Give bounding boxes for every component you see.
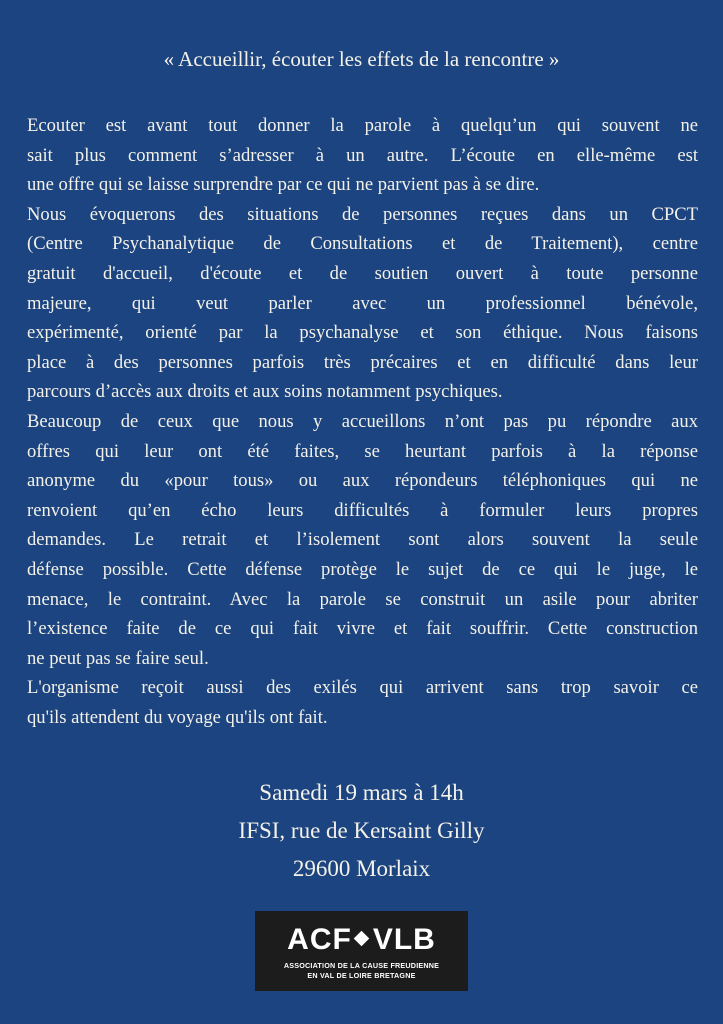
- body-line: qu'ils attendent du voyage qu'ils ont fait.: [27, 706, 328, 728]
- body-line: place à des personnes parfois très précaires et en difficulté dans leur: [27, 351, 698, 373]
- body-line: anonyme du «pour tous» ou aux répondeurs téléphoniques qui ne: [27, 470, 698, 492]
- body-line: expérimenté, orienté par la psychanalyse et son éthique. Nous faisons: [27, 322, 698, 344]
- body-line: menace, le contraint. Avec la parole se construit un asile pour abriter: [27, 588, 698, 610]
- page-title: « Accueillir, écouter les effets de la rencontre »: [163, 47, 560, 71]
- body-line: Nous évoquerons des situations de personnes reçues dans un CPCT: [27, 203, 698, 225]
- body-line: sait plus comment s’adresser à un autre. L’écoute en elle-même est: [27, 144, 698, 166]
- logo-right-text: VLB: [372, 923, 436, 956]
- diamond-icon: [354, 931, 370, 947]
- body-line: demandes. Le retrait et l’isolement sont alors souvent la seule: [27, 529, 698, 551]
- logo-wordmark: [255, 923, 468, 957]
- body-line: défense possible. Cette défense protège le sujet de ce qui le juge, le: [27, 558, 698, 580]
- body-line: L'organisme reçoit aussi des exilés qui arrivent sans trop savoir ce: [27, 677, 698, 699]
- body-text: [27, 111, 698, 732]
- logo-subtitle-line1: ASSOCIATION DE LA CAUSE FREUDIENNE: [283, 961, 440, 970]
- body-line: majeure, qui veut parler avec un professionnel bénévole,: [27, 292, 698, 314]
- event-place: IFSI, rue de Kersaint Gilly: [238, 818, 485, 843]
- body-line: renvoient qu’en écho leurs difficultés à formuler leurs propres: [27, 499, 698, 521]
- body-line: ne peut pas se faire seul.: [27, 647, 209, 669]
- logo-left-text: ACF: [287, 923, 352, 956]
- body-line: offres qui leur ont été faites, se heurtant parfois à la réponse: [27, 440, 698, 462]
- body-line: une offre qui se laisse surprendre par ce qui ne parvient pas à se dire.: [27, 174, 540, 196]
- event-city: 29600 Morlaix: [292, 856, 431, 881]
- body-line: parcours d’accès aux droits et aux soins notamment psychiques.: [27, 381, 503, 403]
- event-details: [0, 774, 723, 888]
- body-line: l’existence faite de ce qui fait vivre et fait souffrir. Cette construction: [27, 618, 698, 640]
- event-date: Samedi 19 mars à 14h: [259, 780, 464, 805]
- logo-subtitle-line2: EN VAL DE LOIRE BRETAGNE: [307, 971, 416, 980]
- body-line: (Centre Psychanalytique de Consultations et de Traitement), centre: [27, 233, 698, 255]
- acf-vlb-logo: [255, 911, 468, 991]
- body-line: Beaucoup de ceux que nous y accueillons n’ont pas pu répondre aux: [27, 410, 698, 432]
- body-line: gratuit d'accueil, d'écoute et de soutien ouvert à toute personne: [27, 262, 698, 284]
- body-line: Ecouter est avant tout donner la parole à quelqu’un qui souvent ne: [27, 115, 698, 136]
